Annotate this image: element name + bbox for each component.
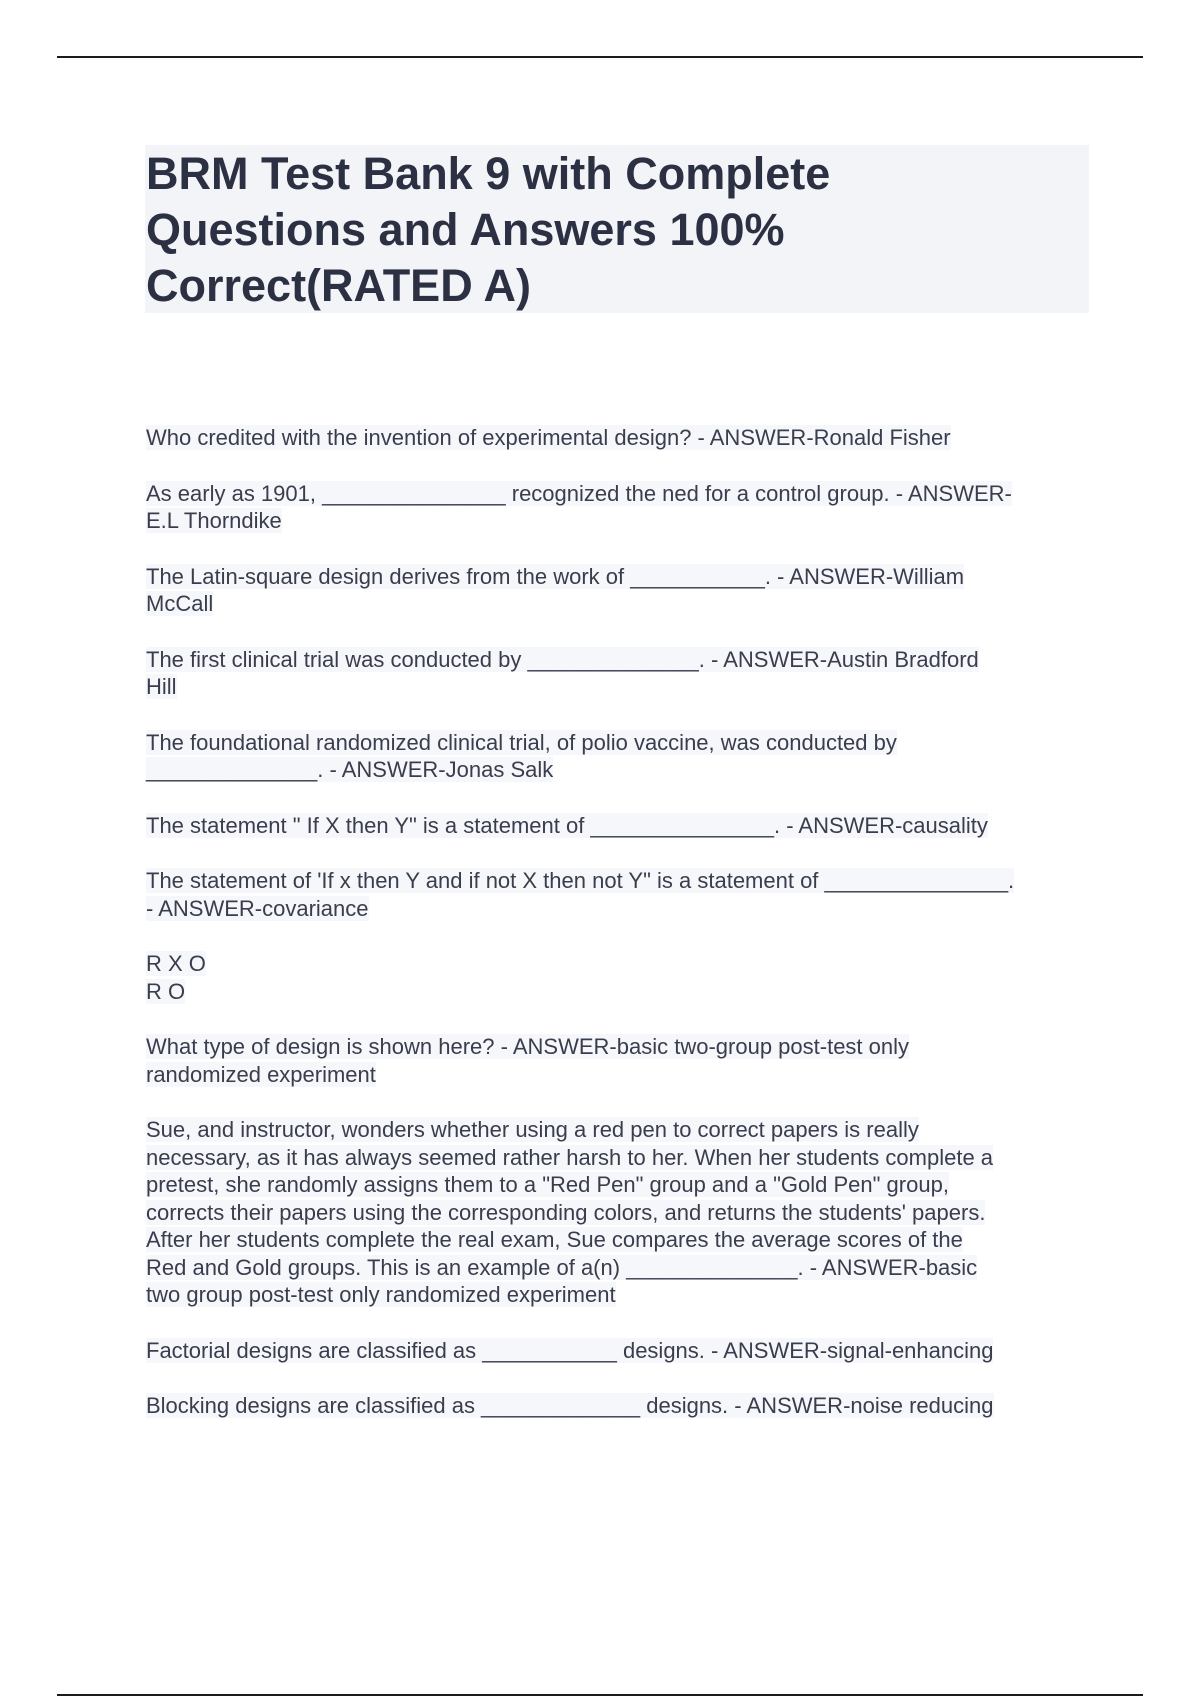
qa-item	[146, 1337, 1096, 1365]
qa-item	[146, 867, 1096, 922]
bottom-rule	[57, 1694, 1143, 1696]
qa-text: The statement of 'If x then Y and if not X then not Y" is a statement of _______________. - ANSWER-covariance	[146, 868, 1015, 921]
qa-text: The foundational randomized clinical trial, of polio vaccine, was conducted by ______________. - ANSWER-Jonas Salk	[146, 729, 897, 782]
qa-text: The Latin-square design derives from the work of ___________. - ANSWER-William McCall	[146, 563, 965, 616]
document-title: BRM Test Bank 9 with Complete Questions and Answers 100% Correct(RATED A)	[146, 148, 831, 311]
qa-text: Factorial designs are classified as ___________ designs. - ANSWER-signal-enhancing	[146, 1337, 994, 1363]
qa-item	[146, 812, 1096, 840]
qa-item	[146, 950, 1096, 1005]
qa-text: Blocking designs are classified as _____________ designs. - ANSWER-noise reducing	[146, 1393, 994, 1418]
top-rule	[57, 56, 1143, 58]
qa-item	[146, 1033, 1096, 1088]
qa-text: R X O R O	[146, 951, 206, 1004]
qa-item	[146, 646, 1096, 701]
qa-item	[146, 480, 1096, 535]
qa-text: What type of design is shown here? - ANSWER-basic two-group post-test only randomized experiment	[146, 1034, 910, 1087]
qa-text: The first clinical trial was conducted by ______________. - ANSWER-Austin Bradford Hill	[146, 646, 979, 699]
qa-item	[146, 729, 1096, 784]
qa-text: Who credited with the invention of experimental design? - ANSWER-Ronald Fisher	[146, 425, 951, 450]
qa-list	[146, 424, 1096, 1448]
qa-text: Sue, and instructor, wonders whether using a red pen to correct papers is really necessary, as it has always seemed rather harsh to her. When her students complete a pretest, she randomly assigns them to a "Red Pen" group and a "Gold Pen" group, corrects their papers using the corresponding colors, and returns the students' papers. After her students complete the real exam, Sue compares the average scores of the Red and Gold groups. This is an example of a(n) ______________. - ANSWER-basic two group post-test only randomized experiment	[146, 1117, 994, 1307]
qa-item	[146, 1392, 1096, 1420]
qa-item	[146, 563, 1096, 618]
qa-item	[146, 1116, 1096, 1309]
qa-text: As early as 1901, _______________ recognized the ned for a control group. - ANSWER- E.L Thorndike	[146, 480, 1012, 533]
qa-item	[146, 424, 1096, 452]
qa-text: The statement " If X then Y" is a statement of _______________. - ANSWER-causality	[146, 812, 988, 838]
